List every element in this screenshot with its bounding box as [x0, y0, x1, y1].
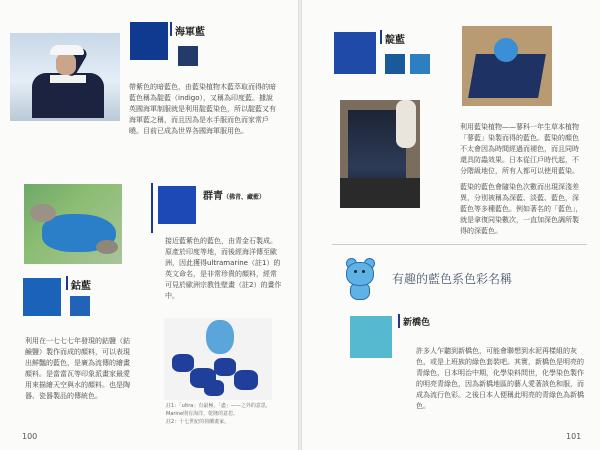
indigo-dyeing-photo — [340, 100, 420, 208]
indigo-small-swatch-1 — [385, 54, 405, 74]
peacock-swatch — [23, 278, 61, 316]
blue-pool-photo — [24, 184, 122, 264]
indigo-description-1: 利用藍染植物——蓼科一年生草本植物「蓼藍」染製而得的藍色。藍染的顏色不太會因為時間經過而褪色，而且同時還具防蟲效果。日本從江戶時代起，不分階級地位，所有人都可以使用藍染。 — [460, 123, 579, 175]
left-page-number: 100 — [22, 432, 38, 441]
cyanine-description: 接近藍紫色的藍色，由青金石製成。原產於印度等地，而後經海洋傳至歐洲，因此獲得ultramarine（註1）的英文命名，是非常珍貴的顏料，經常可見於歐洲宗教性壁畫（註2）的畫作中。 — [165, 237, 282, 300]
navy-small-swatch — [178, 46, 198, 66]
lapis-caption: 註1：「ultra」有最極，「盡」——之外的意思，Marine則有海洋，乾隆的意思。 註2：十七世紀的荷蘭畫家。 — [166, 403, 271, 425]
indigo-title-bar — [380, 30, 382, 44]
peacock-small-swatch — [70, 296, 90, 316]
section-heading: 有趣的藍色系色彩名稱 — [392, 272, 513, 286]
cyanine-title-group — [203, 187, 265, 202]
cyanine-swatch — [158, 186, 196, 224]
navy-title-bar — [170, 22, 172, 36]
indigo-small-swatch-2 — [410, 54, 430, 74]
cyanine-title-bar — [151, 183, 153, 233]
lapis-stones-photo — [164, 318, 272, 400]
turquoise-description: 許多人乍聽到新橋色，可能會聯想到水泥再樣組的灰色，或是上班族的綠色套裝吧。其實，新橋色是明亮的青綠色，日本明治中期，化學染料問世，化學染色製作的明亮青綠色，因為新橋地區的藝人愛著該色和服，而成為流行色彩。之後日本人便稱此明亮的青綠色為新橋色。 — [416, 347, 584, 410]
cyanine-title: 群青 — [203, 191, 223, 202]
turquoise-swatch — [350, 316, 392, 358]
indigo-futon-photo — [462, 26, 552, 106]
turquoise-title: 新橋色 — [403, 318, 431, 328]
indigo-swatch — [334, 32, 376, 74]
navy-blue-swatch — [130, 22, 168, 60]
right-page — [302, 0, 600, 450]
indigo-description-2: 藍染的藍色會隨染色次數而出現深淺差異，分別被稱為深藍、淡藍、藍色，深藍色等多種藍色。例如著名的「藍色」，就是拿復同染數次，一直加深色調所製得的深藍色。 — [460, 183, 583, 235]
turquoise-title-bar — [398, 314, 400, 328]
navy-title: 海軍藍 — [175, 27, 205, 38]
cyanine-title-note: （佛青、藏藍） — [223, 194, 266, 201]
peacock-description: 利用在一七七七年發現的鈷鹽（鈷鹼鹽）製作而成的顏料，可以表現出鮮豔的藍色，是廣為流傳的繪畫顏料。是當當瓦等印象派畫家最愛用來描繪天空與水的顏料。也是陶器、瓷器製品的傳統色。 — [25, 337, 130, 400]
left-page — [0, 0, 298, 450]
section-divider — [332, 244, 587, 245]
bear-mascot-icon — [342, 258, 378, 300]
peacock-title: 鈷藍 — [71, 281, 91, 292]
right-page-number: 101 — [566, 432, 582, 441]
sailor-photo — [10, 33, 120, 121]
navy-description: 帶紫色的暗藍色，由藍染植物木藍萃取而得的暗藍色稱為靛藍（indigo），又稱為印度藍。據說英國海軍制服就是利用靛藍染色，所以靛藍又有海軍藍之稱，而且因為是水手服而色而家常戶曉。目前已成為世界各國海軍服用色。 — [129, 83, 276, 135]
indigo-title: 靛藍 — [385, 35, 405, 46]
peacock-title-bar — [66, 276, 68, 290]
